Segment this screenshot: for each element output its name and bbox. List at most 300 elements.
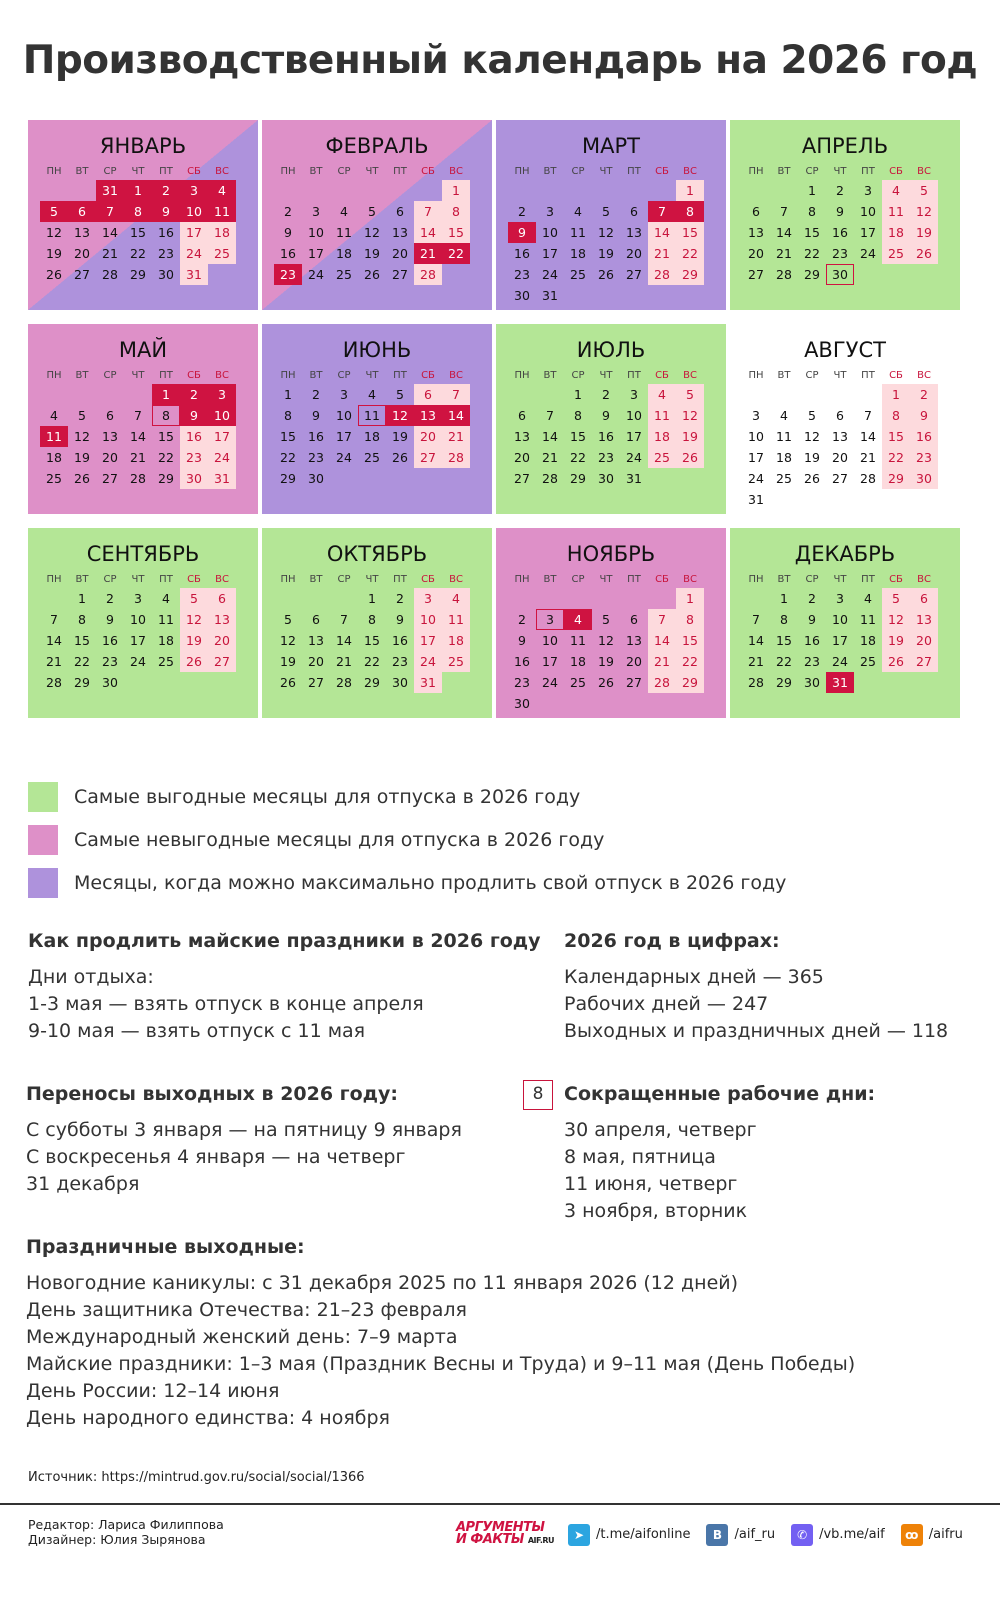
day-cell: 27 [626,267,642,282]
weekday-label: СР [571,166,585,177]
weekend-day: 25 [882,243,910,264]
week-row [40,630,236,651]
day-cell [882,264,910,285]
short-day: 8 [152,405,180,426]
week-row [508,651,704,672]
designer-credit: Дизайнер: Юлия Зырянова [28,1532,206,1547]
transfers-section [26,1083,462,1198]
weekend-day: 14 [648,222,676,243]
week-row [40,405,236,426]
day-cell [854,384,882,405]
weekend-day: 29 [676,264,704,285]
day-cell: 14 [748,633,764,648]
weekday-label: ВС [917,574,931,585]
day-cell: 25 [776,471,792,486]
day-cell [442,468,470,489]
week-row [274,243,470,264]
day-cell: 27 [748,267,764,282]
day-cell: 22 [158,450,174,465]
day-cell [910,264,938,285]
day-cell [564,588,592,609]
day-cell [826,384,854,405]
month-grid [508,572,704,714]
holiday-day: 11 [208,201,236,222]
day-cell: 23 [308,450,324,465]
day-cell [592,180,620,201]
holiday-day: 7 [96,201,124,222]
day-cell: 25 [364,450,380,465]
weekday-label: СБ [187,370,201,381]
holiday-day: 9 [180,405,208,426]
week-row [508,285,704,306]
day-cell: 12 [46,225,62,240]
day-cell: 7 [134,408,142,423]
week-row [508,405,704,426]
weekend-day: 21 [648,243,676,264]
weekend-day: 8 [442,201,470,222]
day-cell: 7 [546,408,554,423]
day-cell: 6 [106,408,114,423]
weekday-label: ПН [280,166,296,177]
day-cell: 14 [102,225,118,240]
day-cell: 10 [542,225,558,240]
week-row [742,201,938,222]
week-row [508,264,704,285]
weekday-label: ЧТ [599,166,613,177]
legend-swatch-pink [28,825,58,855]
weekday-label: ПТ [627,370,641,381]
weekday-label: СБ [889,370,903,381]
day-cell: 9 [312,408,320,423]
text-line: Рабочих дней — 247 [564,993,769,1015]
weekend-day: 17 [180,222,208,243]
day-cell: 29 [776,675,792,690]
weekday-label: СР [337,166,351,177]
day-cell: 2 [518,204,526,219]
weekend-day: 14 [648,630,676,651]
day-cell [648,285,676,306]
weekday-header [274,572,470,588]
day-cell: 24 [542,675,558,690]
weekday-label: ЧТ [131,166,145,177]
weekday-label: ЧТ [131,574,145,585]
day-cell: 22 [364,654,380,669]
day-cell [564,693,592,714]
day-cell: 2 [312,387,320,402]
section-heading: 2026 год в цифрах: [564,930,780,952]
holiday-day: 3 [208,384,236,405]
day-cell: 16 [832,225,848,240]
day-cell: 5 [368,204,376,219]
weekday-label: ПН [280,574,296,585]
day-cell: 4 [780,408,788,423]
day-cell: 9 [602,408,610,423]
day-cell: 17 [626,429,642,444]
day-cell [40,384,68,405]
month-row [28,528,962,718]
weekend-day: 4 [442,588,470,609]
day-cell: 23 [514,675,530,690]
day-cell: 15 [130,225,146,240]
week-row [274,180,470,201]
day-cell: 17 [860,225,876,240]
week-row [742,243,938,264]
legend [28,782,786,911]
day-cell: 16 [598,429,614,444]
day-cell [208,264,236,285]
day-cell: 5 [78,408,86,423]
weekday-label: ВС [449,574,463,585]
footer-divider [0,1503,1000,1505]
day-cell: 20 [748,246,764,261]
day-cell: 4 [368,387,376,402]
weekend-day: 20 [414,426,442,447]
weekday-label: ВТ [543,370,557,381]
weekday-label: ВС [215,574,229,585]
month-grid [40,572,236,693]
day-cell: 5 [602,204,610,219]
weekday-label: СР [103,370,117,381]
week-row [274,609,470,630]
calendar-grid [28,120,962,732]
social-link-ok[interactable] [901,1524,963,1546]
week-row [40,384,236,405]
day-cell: 15 [280,429,296,444]
day-cell: 8 [780,612,788,627]
weekend-day: 31 [180,264,208,285]
day-cell: 25 [158,654,174,669]
weekday-label: ВТ [75,370,89,381]
day-cell [620,180,648,201]
week-row [40,264,236,285]
day-cell [358,180,386,201]
week-row [274,468,470,489]
legend-item-extend [28,868,786,898]
day-cell: 1 [368,591,376,606]
day-cell: 10 [626,408,642,423]
day-cell: 18 [336,246,352,261]
day-cell: 12 [598,225,614,240]
day-cell: 5 [396,387,404,402]
weekend-day: 19 [676,426,704,447]
day-cell: 1 [574,387,582,402]
day-cell [770,489,798,510]
day-cell: 26 [598,675,614,690]
day-cell [442,264,470,285]
holidays-section [26,1236,855,1432]
day-cell: 3 [340,387,348,402]
text-line: 1-3 мая — взять отпуск в конце апреля [28,993,424,1015]
day-cell: 20 [392,246,408,261]
day-cell [620,693,648,714]
day-cell: 17 [748,450,764,465]
ok-icon: ꝏ [901,1524,923,1546]
short-day: 3 [536,609,564,630]
day-cell: 16 [308,429,324,444]
day-cell [152,672,180,693]
legend-item-worst [28,825,786,855]
week-row [40,201,236,222]
month-name: ЯНВАРЬ [99,134,187,158]
day-cell: 19 [598,246,614,261]
weekend-day: 29 [882,468,910,489]
month-8 [730,324,960,514]
weekday-label: СР [103,166,117,177]
week-row [508,201,704,222]
day-cell: 19 [392,429,408,444]
weekend-day: 22 [676,651,704,672]
day-cell: 20 [626,246,642,261]
day-cell: 8 [284,408,292,423]
day-cell: 26 [74,471,90,486]
vk-icon: В [706,1524,728,1546]
week-row [274,405,470,426]
weekend-day: 13 [208,609,236,630]
day-cell: 7 [752,612,760,627]
day-cell: 28 [130,471,146,486]
weekday-header [274,164,470,180]
month-grid [40,164,236,285]
day-cell: 10 [832,612,848,627]
weekend-day: 21 [442,426,470,447]
day-cell: 16 [158,225,174,240]
day-cell: 20 [626,654,642,669]
weekday-label: ЧТ [365,166,379,177]
weekend-day: 24 [208,447,236,468]
weekend-day: 1 [882,384,910,405]
day-cell: 13 [392,225,408,240]
holiday-day: 2 [180,384,208,405]
day-cell: 16 [392,633,408,648]
day-cell: 29 [280,471,296,486]
weekend-day: 29 [676,672,704,693]
holiday-day: 6 [68,201,96,222]
day-cell [536,384,564,405]
day-cell: 3 [752,408,760,423]
day-cell: 12 [804,429,820,444]
weekday-label: СБ [889,166,903,177]
day-cell: 24 [748,471,764,486]
day-cell: 21 [336,654,352,669]
legend-swatch-purple [28,868,58,898]
day-cell: 7 [340,612,348,627]
year-numbers-section [564,930,948,1045]
day-cell: 24 [542,267,558,282]
day-cell: 27 [626,675,642,690]
weekday-label: СР [571,574,585,585]
holiday-day: 1 [152,384,180,405]
day-cell: 15 [364,633,380,648]
weekend-day: 28 [414,264,442,285]
month-4 [730,120,960,310]
logo-text-bottom: И ФАКТЫ [456,1532,524,1547]
day-cell: 28 [776,267,792,282]
weekday-label: СБ [187,166,201,177]
day-cell: 24 [626,450,642,465]
day-cell [648,693,676,714]
day-cell: 26 [280,675,296,690]
day-cell: 10 [860,204,876,219]
may-holidays-section [28,930,541,1045]
day-cell: 15 [570,429,586,444]
weekend-day: 1 [676,180,704,201]
week-row [742,426,938,447]
source-link[interactable]: Источник: https://mintrud.gov.ru/social/social/1366 [28,1470,365,1485]
day-cell: 3 [630,387,638,402]
day-cell [330,588,358,609]
week-row [742,447,938,468]
day-cell: 17 [308,246,324,261]
weekday-label: ПН [748,166,764,177]
weekend-day: 7 [442,384,470,405]
holiday-day: 10 [208,405,236,426]
day-cell: 17 [542,246,558,261]
day-cell: 11 [570,633,586,648]
day-cell: 2 [284,204,292,219]
day-cell: 28 [102,267,118,282]
social-link-vk[interactable] [706,1524,775,1546]
weekend-day: 17 [208,426,236,447]
week-row [40,243,236,264]
day-cell: 12 [598,633,614,648]
day-cell: 16 [514,654,530,669]
weekend-day: 28 [648,672,676,693]
weekday-label: ПН [748,370,764,381]
weekend-day: 30 [910,468,938,489]
day-cell [508,180,536,201]
day-cell [386,180,414,201]
day-cell: 21 [102,246,118,261]
section-heading: Как продлить майские праздники в 2026 году [28,930,541,952]
weekend-day: 6 [414,384,442,405]
day-cell: 16 [804,633,820,648]
day-cell: 23 [392,654,408,669]
day-cell: 13 [102,429,118,444]
day-cell: 31 [748,492,764,507]
day-cell [620,285,648,306]
day-cell: 17 [336,429,352,444]
day-cell [742,384,770,405]
day-cell: 26 [804,471,820,486]
weekday-label: ПТ [393,370,407,381]
day-cell: 12 [74,429,90,444]
footer-links [456,1522,979,1547]
week-row [274,447,470,468]
weekend-day: 24 [180,243,208,264]
day-cell: 25 [570,675,586,690]
day-cell: 27 [74,267,90,282]
week-row [742,672,938,693]
text-line: 11 июня, четверг [564,1173,738,1195]
weekday-label: ЧТ [599,574,613,585]
day-cell: 6 [630,204,638,219]
day-cell: 28 [860,471,876,486]
holiday-day: 10 [180,201,208,222]
month-grid [40,368,236,489]
weekday-label: ВТ [75,574,89,585]
day-cell: 9 [284,225,292,240]
weekday-label: ПН [46,166,62,177]
weekend-day: 1 [442,180,470,201]
month-name: НОЯБРЬ [566,542,656,566]
week-row [40,447,236,468]
day-cell: 4 [340,204,348,219]
week-row [742,588,938,609]
month-row [28,324,962,514]
weekday-label: ВС [215,370,229,381]
legend-label: Самые выгодные месяцы для отпуска в 2026 году [74,786,581,808]
day-cell: 21 [130,450,146,465]
weekday-label: ПН [46,574,62,585]
month-5 [28,324,258,514]
month-name: ИЮЛЬ [576,338,646,362]
day-cell: 15 [158,429,174,444]
weekday-label: ВТ [543,574,557,585]
day-cell: 27 [308,675,324,690]
day-cell: 4 [574,204,582,219]
weekend-day: 2 [910,384,938,405]
day-cell: 29 [158,471,174,486]
day-cell: 30 [514,288,530,303]
day-cell: 1 [284,387,292,402]
day-cell: 18 [158,633,174,648]
week-row [274,426,470,447]
short-day-marker: 8 [523,1080,553,1110]
holiday-day: 21 [414,243,442,264]
day-cell: 3 [546,204,554,219]
social-link-telegram[interactable] [568,1524,690,1546]
day-cell: 30 [392,675,408,690]
day-cell: 11 [776,429,792,444]
day-cell [358,468,386,489]
day-cell: 21 [542,450,558,465]
day-cell [414,468,442,489]
day-cell: 15 [74,633,90,648]
weekend-day: 25 [648,447,676,468]
weekend-day: 4 [882,180,910,201]
day-cell: 8 [368,612,376,627]
holiday-day: 7 [648,201,676,222]
day-cell: 20 [102,450,118,465]
weekday-header [508,572,704,588]
day-cell: 24 [336,450,352,465]
day-cell [40,588,68,609]
day-cell [676,468,704,489]
weekday-label: ВС [683,166,697,177]
month-row [28,120,962,310]
week-row [274,201,470,222]
day-cell: 21 [776,246,792,261]
section-heading: Сокращенные рабочие дни: [564,1083,876,1105]
legend-swatch-green [28,782,58,812]
day-cell: 13 [514,429,530,444]
week-row [274,222,470,243]
day-cell: 24 [308,267,324,282]
day-cell: 13 [832,429,848,444]
aif-logo[interactable] [456,1522,554,1547]
section-heading: Переносы выходных в 2026 году: [26,1083,398,1105]
day-cell: 29 [804,267,820,282]
day-cell [770,384,798,405]
social-link-viber[interactable] [791,1524,885,1546]
day-cell: 6 [630,612,638,627]
weekend-day: 5 [180,588,208,609]
weekday-label: СБ [889,574,903,585]
day-cell: 6 [518,408,526,423]
day-cell: 18 [364,429,380,444]
day-cell [274,180,302,201]
weekend-day: 27 [208,651,236,672]
